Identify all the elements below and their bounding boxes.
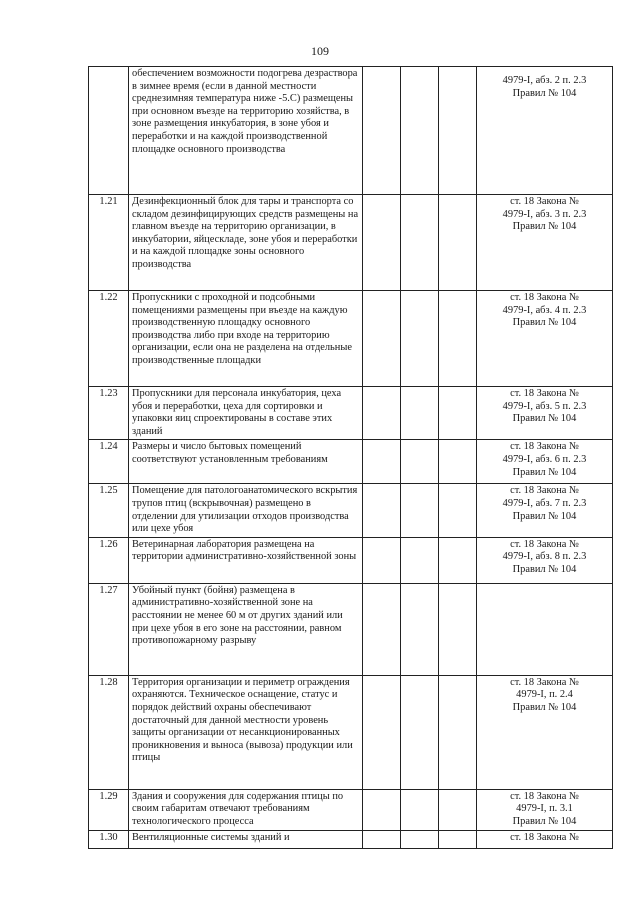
reference-line: Правил № 104 xyxy=(512,466,577,478)
answer-cell xyxy=(401,583,439,675)
row-number: 1.25 xyxy=(89,484,129,537)
row-number xyxy=(89,67,129,195)
answer-cell xyxy=(439,195,477,291)
answer-cell xyxy=(439,537,477,583)
answer-cell xyxy=(439,440,477,484)
reference-line: ст. 18 Закона № xyxy=(510,292,579,303)
page-number: 109 xyxy=(311,44,329,58)
answer-cell xyxy=(363,291,401,387)
answer-cell xyxy=(401,67,439,195)
reference-line: Правил № 104 xyxy=(512,701,577,713)
requirement-text: обеспечением возможности подогрева дезрастворa в зимнее время (если в данной местности среднезимняя температура ниже -5.С) размещены при основном въезде на территорию хозяйства, в зоне размещения инкубатория, в зоне убоя и переработки и на каждой производственной площадке основного производства xyxy=(129,67,363,195)
answer-cell xyxy=(401,291,439,387)
reference-line: Правил № 104 xyxy=(512,510,577,522)
row-number: 1.24 xyxy=(89,440,129,484)
reference-line: 4979-I, п. 3.1 xyxy=(516,803,573,815)
answer-cell xyxy=(439,675,477,789)
answer-cell xyxy=(439,789,477,830)
answer-cell xyxy=(363,195,401,291)
reference-line: 4979-I, абз. 7 п. 2.3 xyxy=(502,497,587,509)
answer-cell xyxy=(363,484,401,537)
table-row xyxy=(89,537,613,583)
legal-reference xyxy=(477,484,613,537)
answer-cell xyxy=(401,440,439,484)
requirement-text: Убойный пункт (бойня) размещена в административно-хозяйственной зоне на расстоянии не менее 60 м от других зданий или при цехе убоя в его зоне на расстоянии, равном противопожарному разрыву xyxy=(129,583,363,675)
requirement-text: Пропускники с проходной и подсобными помещениями размещены при въезде на каждую производственную площадку основного производства либо при входе на территорию организации, если она не разделена на отдельные производственные площадки xyxy=(129,291,363,387)
answer-cell xyxy=(363,440,401,484)
reference-line: Правил № 104 xyxy=(512,815,577,827)
table-row xyxy=(89,440,613,484)
answer-cell xyxy=(401,387,439,440)
legal-reference xyxy=(477,67,613,195)
reference-line: 4979-I, абз. 6 п. 2.3 xyxy=(502,453,587,465)
answer-cell xyxy=(363,789,401,830)
answer-cell xyxy=(439,67,477,195)
legal-reference xyxy=(477,195,613,291)
reference-line: ст. 18 Закона № xyxy=(510,538,579,550)
legal-reference xyxy=(477,440,613,484)
reference-line: Правил № 104 xyxy=(512,317,577,329)
legal-reference xyxy=(477,789,613,830)
reference-line: Правил № 104 xyxy=(512,563,577,575)
table-row xyxy=(89,291,613,387)
answer-cell xyxy=(439,583,477,675)
answer-cell xyxy=(439,387,477,440)
table-row xyxy=(89,789,613,830)
table-row xyxy=(89,67,613,195)
legal-reference xyxy=(477,830,613,848)
reference-line: Правил № 104 xyxy=(512,221,577,233)
answer-cell xyxy=(401,195,439,291)
reference-line: 4979-I, абз. 3 п. 2.3 xyxy=(502,208,587,220)
row-number: 1.26 xyxy=(89,537,129,583)
requirement-text: Размеры и число бытовых помещений соответствуют установленным требованиям xyxy=(129,440,363,484)
legal-reference xyxy=(477,291,613,387)
answer-cell xyxy=(363,537,401,583)
reference-line: ст. 18 Закона № xyxy=(510,485,579,497)
answer-cell xyxy=(363,675,401,789)
reference-line: ст. 18 Закона № xyxy=(510,196,579,207)
row-number: 1.28 xyxy=(89,675,129,789)
answer-cell xyxy=(439,830,477,848)
legal-reference xyxy=(477,675,613,789)
legal-reference xyxy=(477,537,613,583)
reference-line: ст. 18 Закона № xyxy=(510,676,579,688)
reference-line: ст. 18 Закона № xyxy=(510,831,579,843)
answer-cell xyxy=(401,830,439,848)
row-number: 1.30 xyxy=(89,830,129,848)
answer-cell xyxy=(439,291,477,387)
requirement-text: Дезинфекционный блок для тары и транспорта со складом дезинфицирующих средств размещены на главном въезде на территорию организации, в инкубатории, яйцескладе, зоне убоя и переработки и на каждой площадке зоны основного производства xyxy=(129,195,363,291)
table-row xyxy=(89,830,613,848)
table-row xyxy=(89,583,613,675)
answer-cell xyxy=(401,789,439,830)
answer-cell xyxy=(363,387,401,440)
answer-cell xyxy=(401,675,439,789)
row-number: 1.22 xyxy=(89,291,129,387)
table-row xyxy=(89,675,613,789)
reference-line: ст. 18 Закона № xyxy=(510,388,579,399)
row-number: 1.27 xyxy=(89,583,129,675)
answer-cell xyxy=(401,537,439,583)
reference-line: Правил № 104 xyxy=(512,87,577,99)
row-number: 1.21 xyxy=(89,195,129,291)
answer-cell xyxy=(439,484,477,537)
reference-line: 4979-I, абз. 8 п. 2.3 xyxy=(502,551,587,563)
reference-line: 4979-I, п. 2.4 xyxy=(516,689,573,701)
requirement-text: Помещение для патологоанатомического вскрытия трупов птиц (вскрывочная) размещено в отделении для утилизации отходов производства или цехе убоя xyxy=(129,484,363,537)
table-row xyxy=(89,484,613,537)
reference-line: 4979-I, абз. 4 п. 2.3 xyxy=(502,304,587,316)
table-row xyxy=(89,387,613,440)
legal-reference xyxy=(477,387,613,440)
requirement-text: Вентиляционные системы зданий и xyxy=(129,830,363,848)
reference-line: ст. 18 Закона № xyxy=(510,790,579,802)
reference-line: Правил № 104 xyxy=(512,413,577,425)
answer-cell xyxy=(363,67,401,195)
table-row xyxy=(89,195,613,291)
row-number: 1.29 xyxy=(89,789,129,830)
reference-line: 4979-I, абз. 5 п. 2.3 xyxy=(502,400,587,412)
answer-cell xyxy=(363,830,401,848)
requirement-text: Здания и сооружения для содержания птицы по своим габаритам отвечают требованиям технологического процесса xyxy=(129,789,363,830)
requirement-text: Пропускники для персонала инкубатория, цеха убоя и переработки, цеха для сортировки и упаковки яиц спроектированы в составе этих зданий xyxy=(129,387,363,440)
row-number: 1.23 xyxy=(89,387,129,440)
reference-line: 4979-I, абз. 2 п. 2.3 xyxy=(502,75,587,86)
reference-line: ст. 18 Закона № xyxy=(510,441,579,453)
checklist-table xyxy=(88,66,613,849)
requirement-text: Ветеринарная лаборатория размещена на территории административно-хозяйственной зоны xyxy=(129,537,363,583)
answer-cell xyxy=(401,484,439,537)
answer-cell xyxy=(363,583,401,675)
legal-reference xyxy=(477,583,613,675)
requirement-text: Территория организации и периметр ограждения охраняются. Техническое оснащение, статус и порядок действий охраны обеспечивают достаточный для данной местности уровень защиты организации от несанкционированных проникновения и выноса (вывоза) продукции или птицы xyxy=(129,675,363,789)
